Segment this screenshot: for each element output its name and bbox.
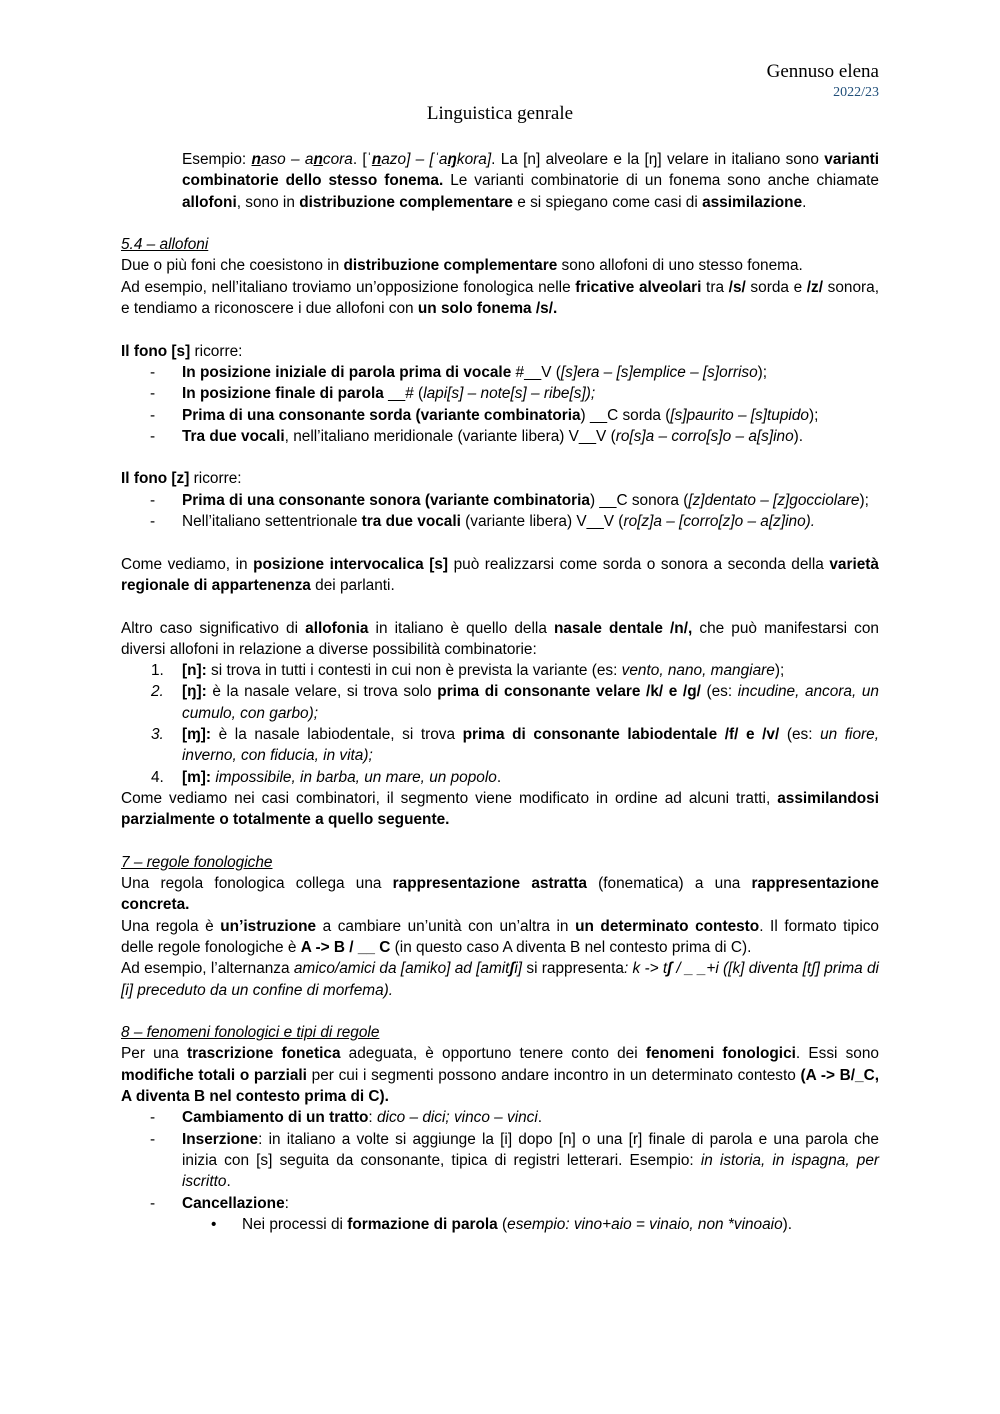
list-item: - Cancellazione: <box>121 1193 879 1214</box>
regole-line-2: Una regola è un’istruzione a cambiare un’unità con un’altra in un determinato contesto. Il formato tipico delle regole fonologiche è A -> B / __ C (in questo caso A diventa B nel contesto prima di C). <box>121 917 879 956</box>
list-item: 4. [m]: impossibile, in barba, un mare, un popolo. <box>151 768 502 786</box>
regole-line-1: Una regola fonologica collega una rappresentazione astratta (fonematica) a una rappresentazione concreta. <box>121 875 879 914</box>
list-item: 2. [ŋ]: è la nasale velare, si trova solo prima di consonante velare /k/ e /g/ (es: incudine, ancora, un cumulo, con garbo); <box>151 683 879 722</box>
list-item: 1. [n]: si trova in tutti i contesti in cui non è prevista la variante (es: vento, nano, mangiare); <box>151 662 785 680</box>
fono-s-intro: Il fono [s] ricorre: <box>121 342 243 360</box>
list-item: - Prima di una consonante sonora (variante combinatoria) __C sonora ([z]dentato – [z]gocciolare); <box>121 490 879 511</box>
list-item: 3. [ɱ]: è la nasale labiodentale, si trova prima di consonante labiodentale /f/ e /v/ (es: un fiore, inverno, con fiducia, in vita); <box>151 726 879 765</box>
section-title-allofoni: 5.4 – allofoni <box>121 236 209 254</box>
section-title-regole: 7 – regole fonologiche <box>121 853 273 871</box>
list-item: - In posizione finale di parola __# (lapi[s] – note[s] – ribe[s]); <box>121 383 879 404</box>
intervocalica-paragraph: Come vediamo, in posizione intervocalica [s] può realizzarsi come sorda o sonora a seconda della varietà regionale di appartenenza dei parlanti. <box>121 555 879 594</box>
cancellazione-sublist <box>121 1214 879 1235</box>
header-author: Gennuso elena <box>766 61 879 82</box>
allofoni-line-1: Due o più foni che coesistono in distribuzione complementare sono allofoni di uno stesso fonema. <box>121 257 803 275</box>
list-item: - Nell’italiano settentrionale tra due vocali (variante libera) V__V (ro[z]a – [corro[z]o – a[z]ino). <box>121 511 879 532</box>
nasale-list <box>121 660 879 788</box>
list-item: - Tra due vocali, nell’italiano meridionale (variante libera) V__V (ro[s]a – corro[s]o – a[s]ino). <box>121 426 879 447</box>
fono-z-list <box>121 490 879 533</box>
fono-s-list <box>121 362 879 447</box>
list-item: - In posizione iniziale di parola prima di vocale #__V ([s]era – [s]emplice – [s]orriso); <box>121 362 879 383</box>
page-title: Linguistica genrale <box>426 103 574 124</box>
intro-paragraph: Esempio: naso – ancora. [ˈnazo] – [ˈaŋkora]. La [n] alveolare e la [ŋ] velare in italiano sono varianti combinatorie dello stesso fonema. Le varianti combinatorie di un fonema sono anche chiamate allofoni, sono in distribuzione complementare e si spiegano come casi di assimilazione. <box>182 151 880 211</box>
section-title-fenomeni: 8 – fenomeni fonologici e tipi di regole <box>121 1024 380 1042</box>
nasale-conclusion: Come vediamo nei casi combinatori, il segmento viene modificato in ordine ad alcuni tratti, assimilandosi parzialmente o totalmente a quello seguente. <box>121 789 879 829</box>
list-item: - Cambiamento di un tratto: dico – dici; vinco – vinci. <box>121 1107 879 1128</box>
fono-z-intro: Il fono [z] ricorre: <box>121 470 242 488</box>
header-year: 2022/23 <box>833 85 879 100</box>
fenomeni-paragraph: Per una trascrizione fonetica adeguata, è opportuno tenere conto dei fenomeni fonologici. Essi sono modifiche totali o parziali per cui i segmenti possono andare incontro in un determinato contesto (A -> B/_C, A diventa B nel contesto prima di C). <box>121 1045 879 1106</box>
list-item: - Inserzione: in italiano a volte si aggiunge la [i] dopo [n] o una [r] finale di parola e una parola che inizia con [s] seguita da consonante, tipica di registri letterari. Esempio: in istoria, in ispagna, per iscritto. <box>121 1129 879 1193</box>
document-body <box>121 149 879 1235</box>
list-item: - Prima di una consonante sorda (variante combinatoria) __C sorda ([s]paurito – [s]tupido); <box>121 405 879 426</box>
allofoni-line-2: Ad esempio, nell’italiano troviamo un’opposizione fonologica nelle fricative alveolari tra /s/ sorda e /z/ sonora, e tendiamo a riconoscere i due allofoni con un solo fonema /s/. <box>121 278 880 318</box>
list-item: • Nei processi di formazione di parola (esempio: vino+aio = vinaio, non *vinoaio). <box>121 1214 879 1235</box>
regole-line-3: Ad esempio, l’alternanza amico/amici da [amiko] ad [amitʃi] si rappresenta: k -> tʃ / _ _+i ([k] diventa [tʃ] prima di [i] preceduto da un confine di morfema). <box>121 960 879 999</box>
fenomeni-list <box>121 1107 879 1213</box>
nasale-paragraph: Altro caso significativo di allofonia in italiano è quello della nasale dentale /n/, che può manifestarsi con diversi allofoni in relazione a diverse possibilità combinatorie: <box>121 619 879 658</box>
